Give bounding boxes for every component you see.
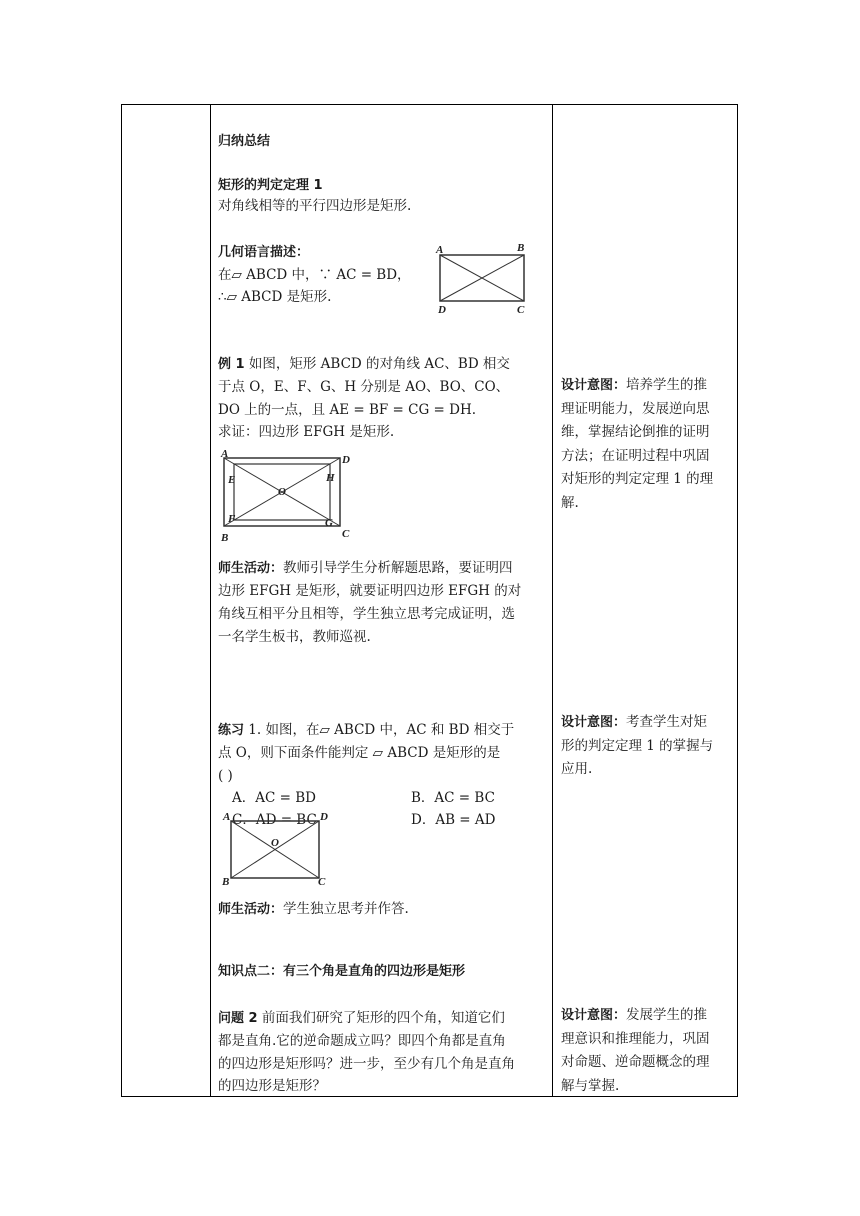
example1-line4: 求证：四边形 EFGH 是矩形.	[218, 424, 395, 440]
exercise1-line2: 点 O，则下面条件能判定 ▱ ABCD 是矩形的是	[218, 745, 501, 761]
design-note-1-line: 理证明能力，发展逆向思	[561, 400, 710, 417]
column-divider-right	[552, 105, 553, 1096]
exercise1-line1	[218, 720, 514, 741]
question2-text1: 前面我们研究了矩形的四个角，知道它们	[257, 1010, 505, 1026]
design-note-3-line: 解与掌握.	[561, 1077, 620, 1094]
ex1-label-b: B	[221, 532, 229, 544]
design-note-3	[561, 1004, 733, 1098]
ex-label-o: O	[271, 837, 279, 849]
example1-activity-text1: 教师引导学生分析解题思路，要证明四	[283, 560, 513, 576]
ex1-label-a: A	[221, 448, 229, 460]
ex1-label-o: O	[278, 486, 286, 498]
fig1-label-d: D	[438, 304, 446, 316]
geo-desc-line2: ∴▱ ABCD 是矩形.	[218, 289, 332, 305]
ex1-label-e: E	[228, 474, 236, 486]
design-note-1-line: 解.	[561, 494, 579, 511]
exercise1-activity-label: 师生活动：	[218, 902, 284, 917]
ex-label-a: A	[223, 812, 231, 823]
question2-label: 问题 2	[218, 1011, 258, 1026]
example1-activity-line1	[218, 558, 513, 579]
exercise1-label: 练习	[218, 723, 245, 738]
column-divider-left	[210, 105, 211, 1096]
example1-activity-line2: 边形 EFGH 是矩形，就要证明四边形 EFGH 的对	[218, 583, 522, 599]
design-note-3-line: 发展学生的推	[626, 1007, 708, 1023]
design-note-2	[561, 711, 733, 782]
example1-line2: 于点 O，E、F、G、H 分别是 AO、BO、CO、	[218, 379, 510, 395]
exercise1-option-d: D．AB = AD	[411, 812, 496, 828]
design-note-2-line: 应用.	[561, 761, 593, 777]
ex-label-c: C	[318, 876, 326, 888]
example1-activity-line4: 一名学生板书，教师巡视.	[218, 629, 371, 645]
design-note-1-line: 维，掌握结论倒推的证明	[561, 424, 710, 440]
rectangle-figure-1	[434, 240, 534, 318]
question2-line4: 的四边形是矩形？	[218, 1078, 326, 1094]
knowledge2-heading: 知识点二：有三个角是直角的四边形是矩形	[218, 964, 466, 979]
fig1-label-c: C	[517, 304, 525, 316]
ex1-label-c: C	[342, 528, 350, 540]
exercise1-option-a: A．AC = BD	[232, 790, 316, 806]
example1-text1: 如图，矩形 ABCD 的对角线 AC、BD 相交	[244, 356, 510, 372]
ex-label-b: B	[222, 876, 230, 888]
question2-line1	[218, 1008, 505, 1029]
example1-line3: DO 上的一点，且 AE = BF = CG = DH.	[218, 402, 477, 418]
ex1-label-f: F	[228, 513, 236, 525]
design-note-3-line: 对命题、逆命题概念的理	[561, 1054, 710, 1070]
example1-activity-label: 师生活动：	[218, 561, 284, 576]
ex1-label-g: G	[325, 517, 333, 529]
design-note-2-line: 考查学生对矩	[626, 714, 708, 730]
question2-line3: 的四边形是矩形吗？进一步，至少有几个角是直角	[218, 1056, 515, 1072]
exercise1-option-b: B．AC = BC	[411, 790, 495, 806]
design-note-2-label: 设计意图：	[561, 715, 627, 730]
exercise1-line3: ( )	[218, 768, 233, 784]
design-note-1-label: 设计意图：	[561, 378, 627, 393]
example1-activity-line3: 角线互相平分且相等，学生独立思考完成证明，选	[218, 606, 515, 622]
exercise1-activity	[218, 899, 409, 920]
ex1-label-d: D	[342, 454, 350, 466]
fig1-label-b: B	[517, 242, 525, 254]
summary-heading: 归纳总结	[218, 134, 271, 149]
example1-line1	[218, 354, 510, 375]
design-note-3-label: 设计意图：	[561, 1008, 627, 1023]
exercise1-figure	[220, 812, 336, 888]
theorem-title: 矩形的判定定理 1	[218, 178, 323, 193]
geo-desc-line1: 在▱ ABCD 中，∵ AC = BD，	[218, 267, 411, 283]
geo-desc-title: 几何语言描述：	[218, 245, 310, 260]
design-note-1-line: 培养学生的推	[626, 377, 708, 393]
design-note-1	[561, 374, 733, 515]
exercise1-option-c: C．AD = BC	[232, 812, 317, 828]
ex-label-d: D	[320, 812, 328, 823]
example1-label: 例 1	[218, 357, 245, 372]
design-note-1-line: 对矩形的判定定理 1 的理	[561, 471, 714, 487]
theorem-text: 对角线相等的平行四边形是矩形.	[218, 198, 412, 214]
fig1-label-a: A	[436, 244, 444, 256]
question2-line2: 都是直角.它的逆命题成立吗？即四个角都是直角	[218, 1033, 506, 1049]
ex1-label-h: H	[326, 472, 335, 484]
design-note-3-line: 理意识和推理能力，巩固	[561, 1030, 710, 1047]
exercise1-text1: 1. 如图，在▱ ABCD 中，AC 和 BD 相交于	[244, 722, 515, 738]
design-note-1-line: 方法；在证明过程中巩固	[561, 447, 710, 464]
design-note-2-line: 形的判定定理 1 的掌握与	[561, 737, 714, 754]
example1-figure	[218, 448, 358, 544]
exercise1-activity-text: 学生独立思考并作答.	[283, 901, 409, 917]
